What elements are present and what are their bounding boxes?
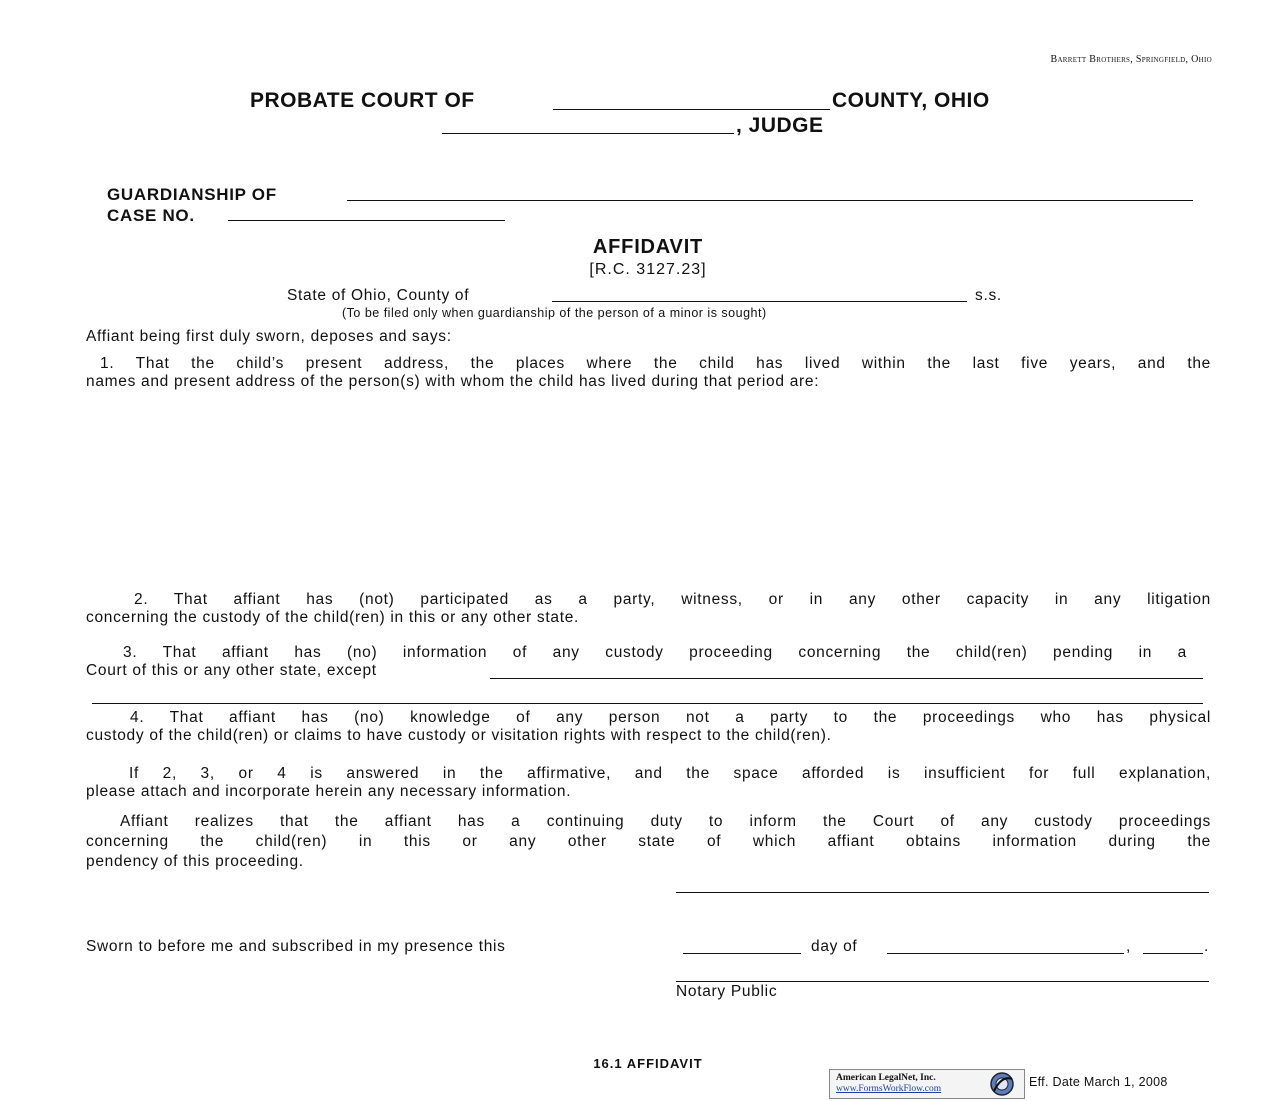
paragraph-3	[86, 644, 1187, 680]
paragraph-3-line-2: Court of this or any other state, except	[86, 662, 377, 679]
paragraph-6	[86, 812, 1211, 872]
paragraph-3-line-1: 3. That affiant has (no) information of any custody proceeding concerning the child(ren) pending in a	[123, 644, 1187, 661]
effective-date: Eff. Date March 1, 2008	[1029, 1075, 1168, 1089]
guardianship-name-field[interactable]	[347, 200, 1193, 201]
paragraph-5	[86, 765, 1211, 801]
legalnet-badge[interactable]	[829, 1069, 1025, 1099]
paragraph-2-line-1: 2. That affiant has (not) participated as a party, witness, or in any other capacity in any litigation	[134, 591, 1211, 608]
paragraph-1-line-1: 1. That the child’s present address, the places where the child has lived within the last five years, and the	[100, 355, 1211, 372]
document-title: AFFIDAVIT	[592, 236, 704, 258]
company-name: American LegalNet, Inc.	[836, 1073, 936, 1083]
paragraph-6-line-1: Affiant realizes that the affiant has a continuing duty to inform the Court of any custody proceedings	[120, 813, 1211, 830]
affiant-signature-field[interactable]	[676, 892, 1209, 893]
notary-signature-field[interactable]	[676, 981, 1209, 982]
judge-label: , JUDGE	[736, 114, 824, 137]
day-of-label: day of	[811, 938, 858, 955]
period-mark: .	[1204, 938, 1210, 955]
sworn-statement: Sworn to before me and subscribed in my presence this	[86, 938, 506, 955]
paragraph-5-line-2: please attach and incorporate herein any necessary information.	[86, 783, 572, 800]
paragraph-2-line-2: concerning the custody of the child(ren) in this or any other state.	[86, 609, 580, 626]
venue-county-field[interactable]	[552, 301, 967, 302]
venue-suffix: s.s.	[975, 287, 1002, 304]
case-number-label: CASE NO.	[107, 206, 195, 225]
form-number-title: 16.1 AFFIDAVIT	[593, 1056, 703, 1071]
exception-field-1[interactable]	[490, 678, 1203, 679]
exception-field-2[interactable]	[92, 703, 1203, 704]
paragraph-2	[86, 591, 1211, 627]
judge-name-field[interactable]	[442, 133, 734, 134]
sworn-month-field[interactable]	[887, 953, 1124, 954]
sworn-year-field[interactable]	[1143, 953, 1203, 954]
legalnet-logo-icon	[985, 1071, 1019, 1097]
printer-credit: Barrett Brothers, Springfield, Ohio	[1050, 54, 1212, 65]
paragraph-6-line-2: concerning the child(ren) in this or any other state of which affiant obtains information during the	[86, 833, 1211, 850]
paragraph-6-line-3: pendency of this proceeding.	[86, 853, 304, 870]
case-number-field[interactable]	[228, 220, 505, 221]
paragraph-4-line-1: 4. That affiant has (no) knowledge of any person not a party to the proceedings who has physical	[130, 709, 1211, 726]
venue-note: (To be filed only when guardianship of the person of a minor is sought)	[342, 306, 767, 320]
comma-separator: ,	[1126, 938, 1132, 955]
court-heading-prefix: PROBATE COURT OF	[250, 89, 475, 112]
sworn-day-field[interactable]	[683, 953, 801, 954]
notary-public-label: Notary Public	[676, 983, 778, 1000]
affiant-intro: Affiant being first duly sworn, deposes and says:	[86, 328, 452, 345]
paragraph-5-line-1: If 2, 3, or 4 is answered in the affirmative, and the space afforded is insufficient for full explanation,	[129, 765, 1211, 782]
county-name-field[interactable]	[553, 109, 830, 110]
paragraph-4	[86, 709, 1211, 745]
paragraph-1-line-2: names and present address of the person(s) with whom the child has lived during that period are:	[86, 373, 820, 390]
statute-reference: [R.C. 3127.23]	[589, 261, 707, 278]
court-heading-suffix: COUNTY, OHIO	[832, 89, 990, 112]
paragraph-4-line-2: custody of the child(ren) or claims to have custody or visitation rights with respect to the child(ren).	[86, 727, 832, 744]
venue-prefix: State of Ohio, County of	[287, 287, 470, 304]
paragraph-1	[86, 355, 1211, 391]
guardianship-label: GUARDIANSHIP OF	[107, 185, 277, 204]
company-website-link[interactable]: www.FormsWorkFlow.com	[836, 1084, 942, 1094]
